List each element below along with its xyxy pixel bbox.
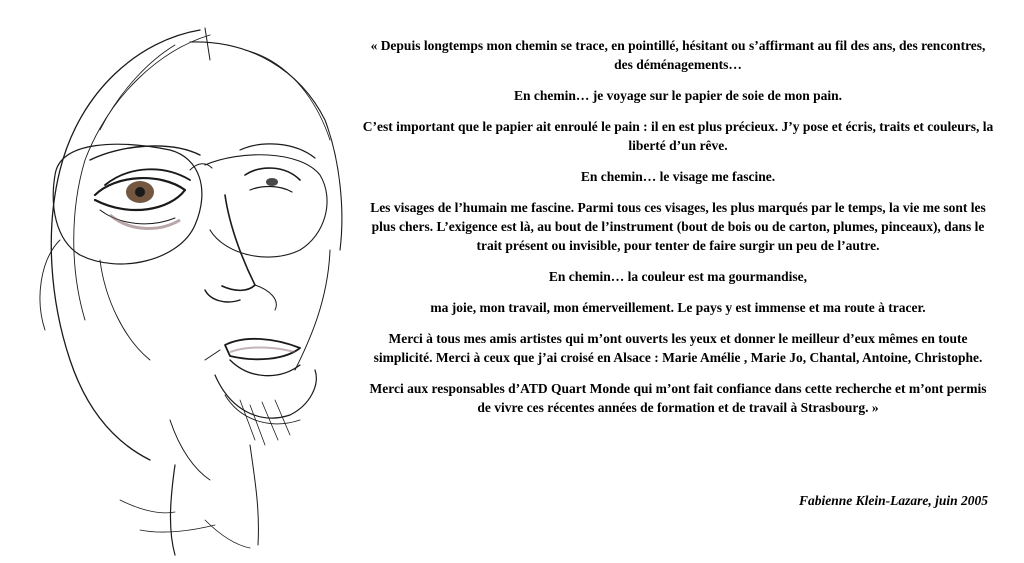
quote-paragraph: Les visages de l’humain me fascine. Parmi tous ces visages, les plus marqués par le temps, la vie me sont les plus chers. L’exigence est là, au bout de l’instrument (bout de bois ou de carton, plumes, pinceaux), dans le trait présent ou invisible, pour tenter de faire surgir un peu de l’autre. (370, 200, 986, 253)
quote-paragraph: Merci aux responsables d’ATD Quart Monde qui m’ont fait confiance dans cette recherche et m’ont permis de vivre ces récentes années de formation et de travail à Strasbourg. » (369, 381, 987, 415)
quote-paragraph: En chemin… je voyage sur le papier de soie de mon pain. (513, 88, 842, 103)
quote-paragraph: En chemin… la couleur est ma gourmandise, (548, 269, 808, 284)
quote-paragraph: Merci à tous mes amis artistes qui m’ont ouverts les yeux et donner le meilleur d’eux mêmes en toute simplicité. Merci à ceux que j’ai croisé en Alsace : Marie Amélie , Marie Jo, Chantal, Antoine, Christophe. (373, 331, 983, 365)
signature: Fabienne Klein-Lazare, juin 2005 (798, 493, 988, 508)
portrait-sketch (0, 0, 365, 563)
quote-paragraph: ma joie, mon travail, mon émerveillement. Le pays y est immense et ma route à tracer. (430, 300, 926, 315)
quote-block (362, 36, 994, 429)
quote-paragraph: « Depuis longtemps mon chemin se trace, en pointillé, hésitant ou s’affirmant au fil des ans, des rencontres, des déménagements… (370, 38, 986, 72)
quote-paragraph: C’est important que le papier ait enroulé le pain : il en est plus précieux. J’y pose et écris, traits et couleurs, la liberté d’un rêve. (362, 119, 994, 153)
quote-paragraph: En chemin… le visage me fascine. (580, 169, 776, 184)
